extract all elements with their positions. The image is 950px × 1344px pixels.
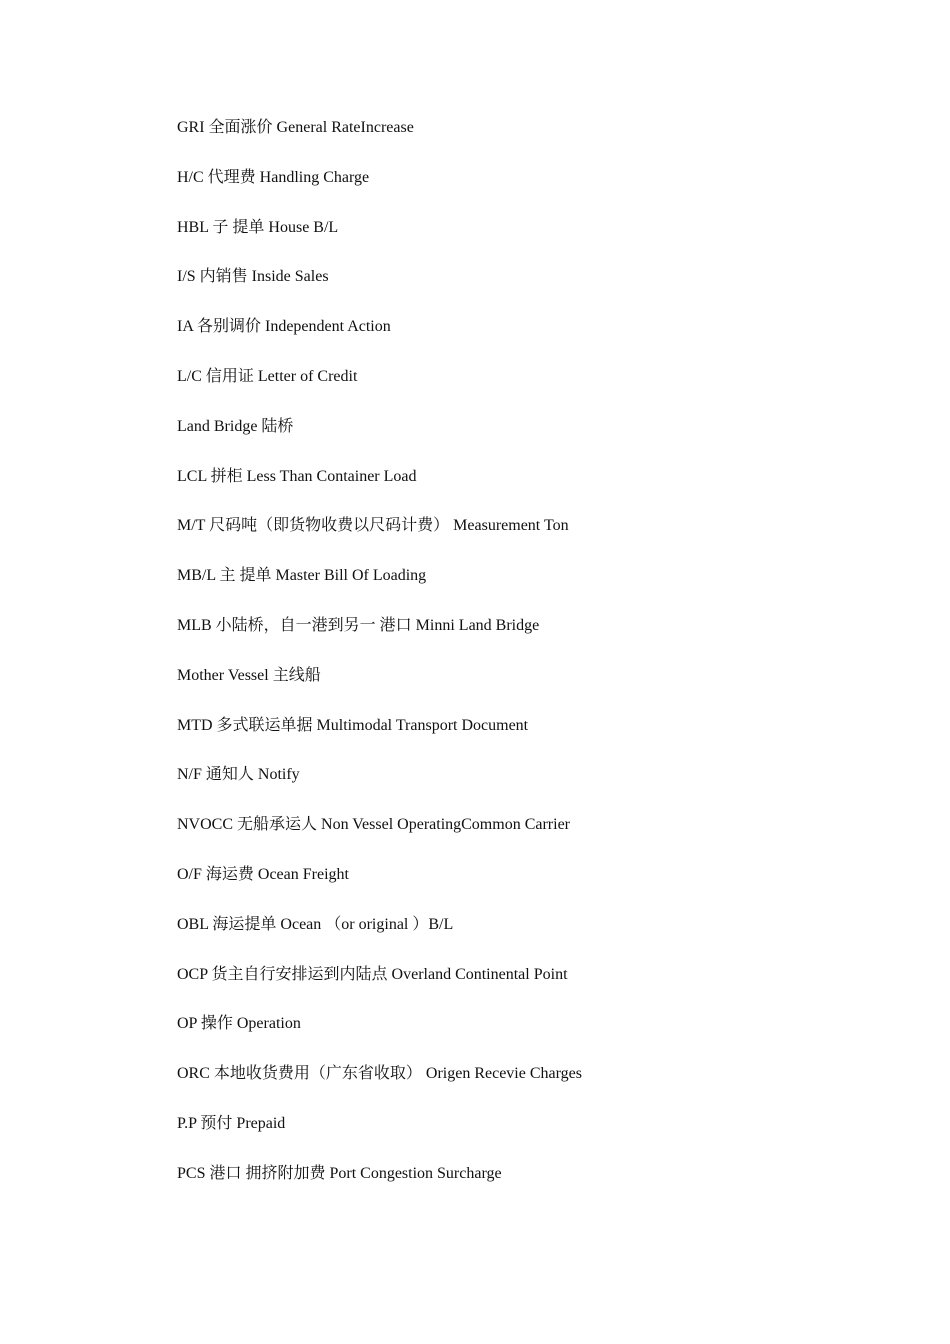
glossary-entry: I/S 内销售 Inside Sales bbox=[177, 268, 329, 286]
glossary-entry: P.P 预付 Prepaid bbox=[177, 1114, 286, 1132]
glossary-entry: Mother Vessel 主线船 bbox=[177, 666, 321, 684]
glossary-entry: IA 各别调价 Independent Action bbox=[177, 318, 391, 336]
glossary-entry: H/C 代理费 Handling Charge bbox=[177, 168, 370, 186]
glossary-entry: OBL 海运提单 Ocean （or original ）B/L bbox=[177, 915, 454, 933]
glossary-entry: PCS 港口 拥挤附加费 Port Congestion Surcharge bbox=[177, 1164, 502, 1182]
glossary-entry: GRI 全面涨价 General RateIncrease bbox=[177, 119, 414, 136]
glossary-entry: O/F 海运费 Ocean Freight bbox=[177, 865, 349, 883]
glossary-entry: L/C 信用证 Letter of Credit bbox=[177, 367, 358, 385]
glossary-entry: N/F 通知人 Notify bbox=[177, 766, 300, 784]
glossary-entry: HBL 子 提单 House B/L bbox=[177, 218, 339, 236]
glossary-entry: OCP 货主自行安排运到内陆点 Overland Continental Point bbox=[177, 965, 568, 983]
glossary-entry: OP 操作 Operation bbox=[177, 1015, 301, 1033]
glossary-entry: MLB 小陆桥，自一港到另一 港口 Minni Land Bridge bbox=[177, 616, 540, 634]
glossary-entry: NVOCC 无船承运人 Non Vessel OperatingCommon Carrier bbox=[177, 816, 571, 834]
glossary-entry: MTD 多式联运单据 Multimodal Transport Document bbox=[177, 716, 529, 734]
glossary-entry: ORC 本地收货费用（广东省收取） Origen Recevie Charges bbox=[177, 1065, 582, 1083]
glossary-entry: MB/L 主 提单 Master Bill Of Loading bbox=[177, 567, 427, 585]
glossary-entry: M/T 尺码吨（即货物收费以尺码计费） Measurement Ton bbox=[177, 517, 569, 535]
glossary-entry: Land Bridge 陆桥 bbox=[177, 417, 294, 435]
glossary-entry: LCL 拼柜 Less Than Container Load bbox=[177, 467, 417, 485]
glossary-list bbox=[177, 116, 877, 1212]
